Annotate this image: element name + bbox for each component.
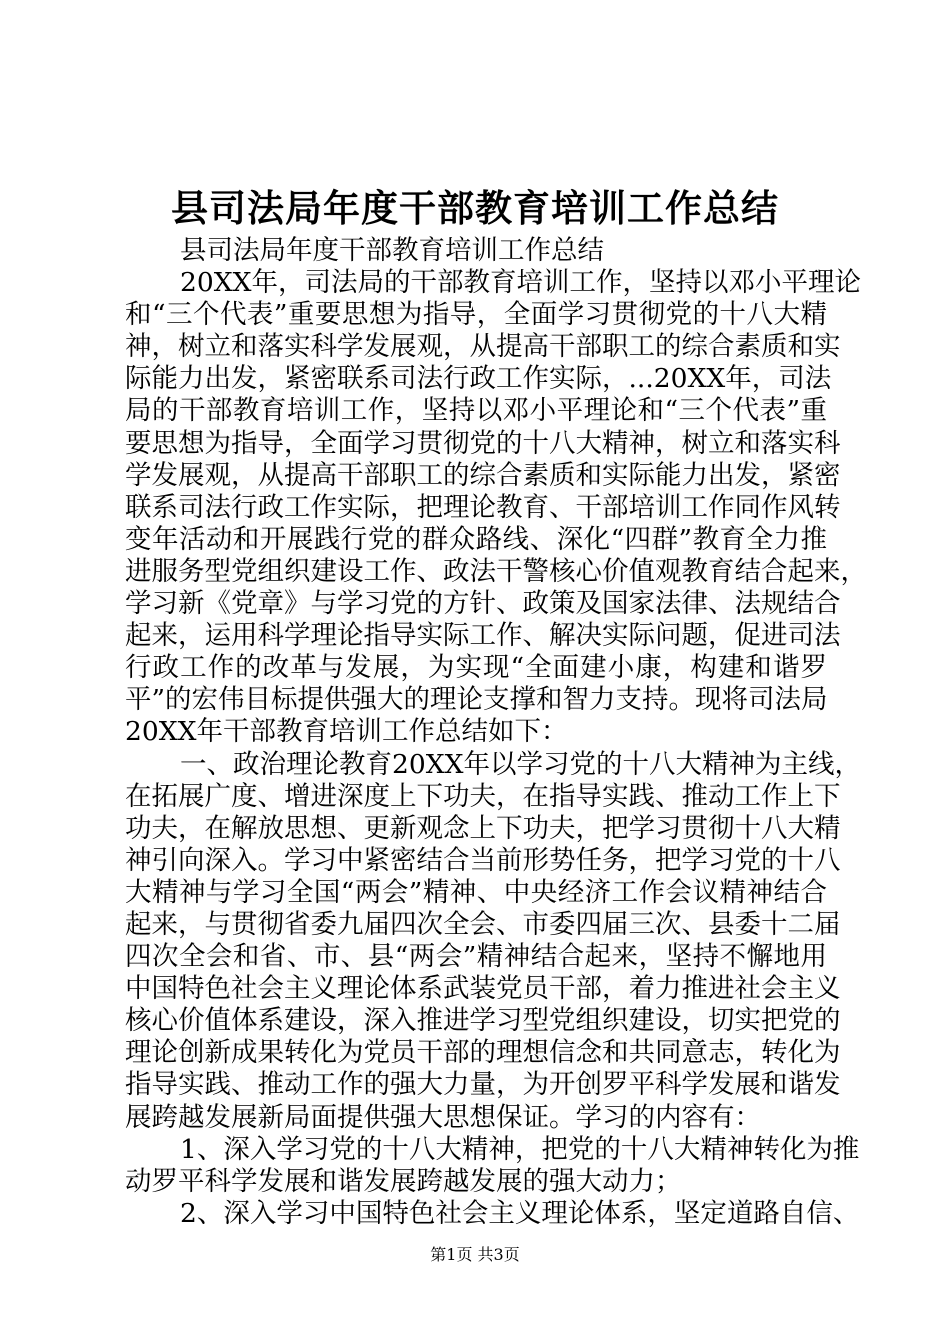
- text-line: 理论创新成果转化为党员干部的理想信念和共同意志，转化为: [125, 1037, 841, 1069]
- text-line: 起来，运用科学理论指导实际工作、解决实际问题，促进司法: [125, 620, 841, 652]
- text-line: 际能力出发，紧密联系司法行政工作实际，...20XX年，司法: [125, 363, 832, 395]
- document-body: [125, 235, 867, 1230]
- text-line: 和“三个代表”重要思想为指导，全面学习贯彻党的十八大精: [125, 299, 827, 331]
- text-line: 中国特色社会主义理论体系武装党员干部，着力推进社会主义: [125, 973, 841, 1005]
- text-line: 行政工作的改革与发展，为实现“全面建小康，构建和谐罗: [125, 652, 827, 684]
- text-line: 展跨越发展新局面提供强大思想保证。学习的内容有：: [125, 1101, 761, 1133]
- text-line: 四次全会和省、市、县“两会”精神结合起来，坚持不懈地用: [125, 941, 827, 973]
- text-line: 2、深入学习中国特色社会主义理论体系，坚定道路自信、: [180, 1197, 860, 1229]
- text-line: 学习新《党章》与学习党的方针、政策及国家法律、法规结合: [125, 588, 841, 620]
- text-line: 联系司法行政工作实际，把理论教育、干部培训工作同作风转: [125, 491, 841, 523]
- text-line: 神，树立和落实科学发展观，从提高干部职工的综合素质和实: [125, 331, 841, 363]
- text-line: 平”的宏伟目标提供强大的理论支撑和智力支持。现将司法局: [125, 684, 828, 716]
- text-line: 神引向深入。学习中紧密结合当前形势任务，把学习党的十八: [125, 844, 841, 876]
- text-line: 进服务型党组织建设工作、政法干警核心价值观教育结合起来，: [125, 555, 867, 587]
- text-line: 局的干部教育培训工作，坚持以邓小平理论和“三个代表”重: [125, 395, 827, 427]
- text-line: 指导实践、推动工作的强大力量，为开创罗平科学发展和谐发: [125, 1069, 841, 1101]
- text-line: 县司法局年度干部教育培训工作总结: [180, 235, 604, 266]
- text-line: 功夫，在解放思想、更新观念上下功夫，把学习贯彻十八大精: [125, 812, 841, 844]
- text-line: 核心价值体系建设，深入推进学习型党组织建设，切实把党的: [125, 1005, 841, 1037]
- text-line: 20XX年，司法局的干部教育培训工作，坚持以邓小平理论: [180, 267, 861, 299]
- text-line: 一、政治理论教育20XX年以学习党的十八大精神为主线，: [180, 748, 861, 780]
- page-footer: 第1页 共3页: [430, 1245, 520, 1264]
- text-line: 起来，与贯彻省委九届四次全会、市委四届三次、县委十二届: [125, 908, 841, 940]
- text-line: 1、深入学习党的十八大精神，把党的十八大精神转化为推: [180, 1133, 860, 1165]
- text-line: 要思想为指导，全面学习贯彻党的十八大精神，树立和落实科: [125, 427, 841, 459]
- text-line: 动罗平科学发展和谐发展跨越发展的强大动力；: [125, 1165, 682, 1197]
- text-line: 20XX年干部教育培训工作总结如下：: [125, 716, 568, 748]
- document-title: 县司法局年度干部教育培训工作总结: [171, 186, 779, 230]
- text-line: 学发展观，从提高干部职工的综合素质和实际能力出发，紧密: [125, 459, 841, 491]
- text-line: 变年活动和开展践行党的群众路线、深化“四群”教育全力推: [125, 523, 827, 555]
- text-line: 大精神与学习全国“两会”精神、中央经济工作会议精神结合: [125, 876, 827, 908]
- text-line: 在拓展广度、增进深度上下功夫，在指导实践、推动工作上下: [125, 780, 841, 812]
